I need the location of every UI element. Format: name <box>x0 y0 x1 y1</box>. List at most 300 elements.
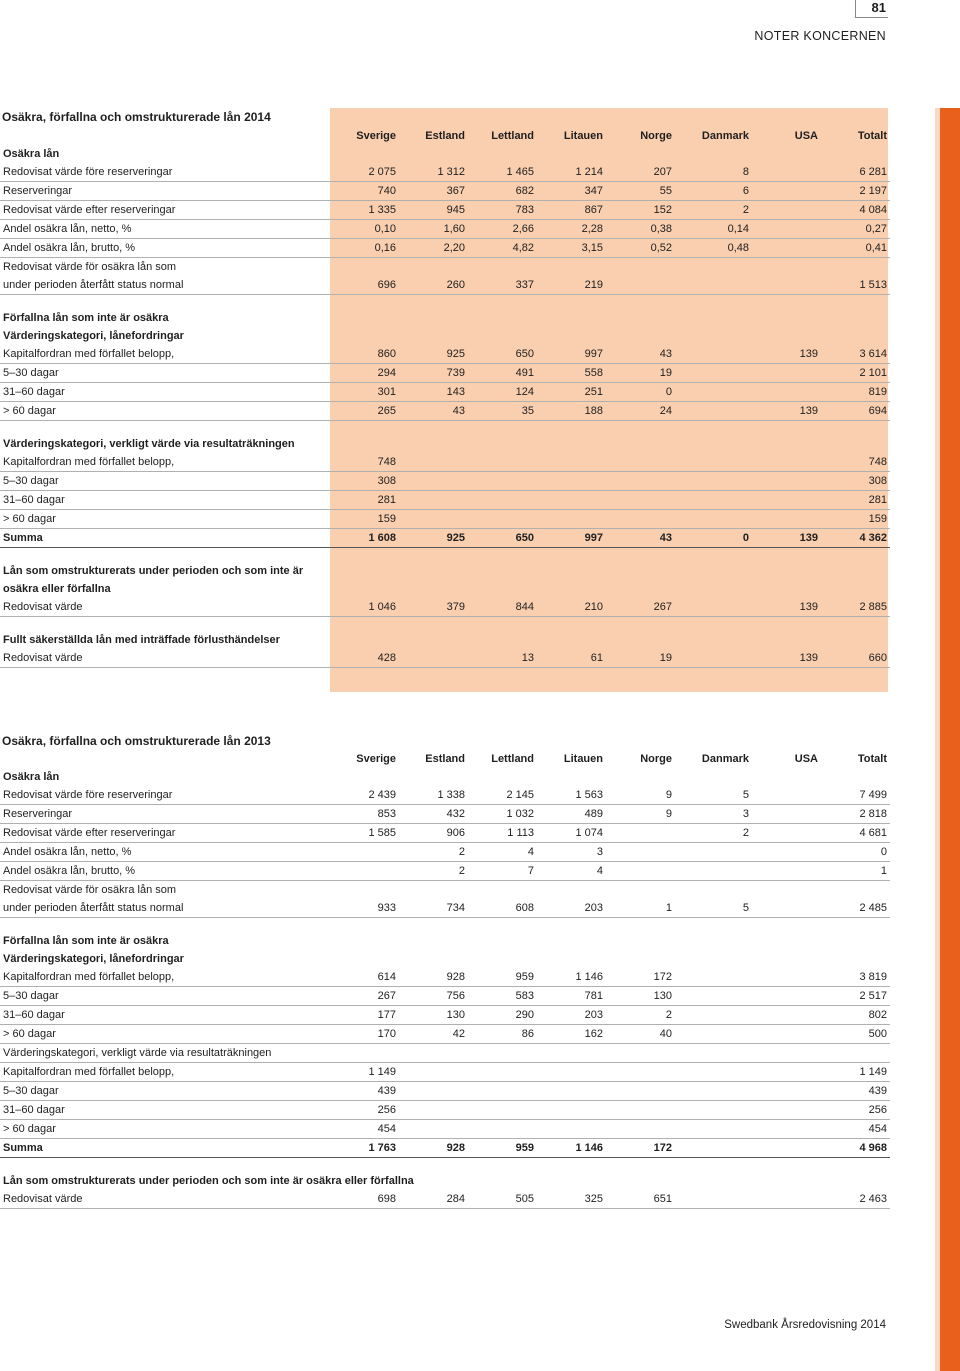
table-cell <box>752 617 821 632</box>
table-cell <box>399 472 468 491</box>
table-cell <box>537 950 606 968</box>
table-cell: 439 <box>330 1082 399 1101</box>
table-cell <box>399 1063 468 1082</box>
table-cell <box>752 182 821 201</box>
table-cell <box>675 987 752 1006</box>
table-cell <box>606 1082 675 1101</box>
table-cell: 748 <box>330 453 399 472</box>
table-cell: 439 <box>821 1082 890 1101</box>
column-header: Totalt <box>857 130 887 142</box>
table-cell <box>606 562 675 580</box>
table-cell <box>675 1172 752 1190</box>
table-cell: 19 <box>606 364 675 383</box>
table-row <box>0 824 890 843</box>
body-2014 <box>0 145 890 668</box>
table-cell <box>752 163 821 182</box>
table-cell <box>330 309 399 327</box>
row-label: Kapitalfordran med förfallet belopp, <box>0 345 330 364</box>
table-cell: 2 101 <box>821 364 890 383</box>
column-header: Norge <box>640 753 672 765</box>
row-label: Redovisat värde före reserveringar <box>0 786 330 805</box>
row-label: 31–60 dagar <box>0 383 330 402</box>
table-cell: 61 <box>537 649 606 668</box>
table-cell: 124 <box>468 383 537 402</box>
table-cell: 2,28 <box>537 220 606 239</box>
table-cell <box>468 327 537 345</box>
table-cell <box>752 1082 821 1101</box>
table-cell: 159 <box>330 510 399 529</box>
table-cell <box>468 510 537 529</box>
column-header: Lettland <box>491 130 534 142</box>
table-row <box>0 631 890 649</box>
table-cell <box>675 145 752 163</box>
table-cell <box>752 220 821 239</box>
table-cell: 1 149 <box>821 1063 890 1082</box>
table-cell: 19 <box>606 649 675 668</box>
table-cell: 42 <box>399 1025 468 1044</box>
table-cell <box>752 145 821 163</box>
table-cell <box>675 258 752 277</box>
table-cell: 2 463 <box>821 1190 890 1209</box>
table-row <box>0 768 890 786</box>
table-row <box>0 881 890 900</box>
table-cell: 783 <box>468 201 537 220</box>
section-label: NOTER KONCERNEN <box>754 29 886 43</box>
table-cell <box>675 1158 752 1173</box>
table-cell <box>752 562 821 580</box>
row-label: Redovisat värde för osäkra lån som <box>3 884 177 896</box>
table-cell: 5 <box>675 786 752 805</box>
table-cell <box>399 1158 468 1173</box>
table-cell <box>752 1190 821 1209</box>
table-cell: 337 <box>468 276 537 295</box>
row-label <box>0 918 330 933</box>
table-cell <box>821 932 890 950</box>
table-cell: 928 <box>399 1139 468 1158</box>
table-cell: 256 <box>821 1101 890 1120</box>
table-cell <box>468 580 537 598</box>
table-cell: 210 <box>537 598 606 617</box>
table-cell <box>821 918 890 933</box>
table-cell: 1 113 <box>468 824 537 843</box>
table-cell: 139 <box>752 345 821 364</box>
row-label: Osäkra lån <box>3 148 60 160</box>
table-cell <box>821 631 890 649</box>
row-label: Redovisat värde före reserveringar <box>0 163 330 182</box>
table-cell: 1 046 <box>330 598 399 617</box>
table-row <box>0 805 890 824</box>
header-row-2013 <box>0 750 890 768</box>
table-cell <box>537 768 606 786</box>
table-cell <box>752 1120 821 1139</box>
table-cell: 505 <box>468 1190 537 1209</box>
table-cell: 256 <box>330 1101 399 1120</box>
table-cell: 4 084 <box>821 201 890 220</box>
table-row <box>0 562 890 580</box>
table-cell: 1,60 <box>399 220 468 239</box>
table-cell: 781 <box>537 987 606 1006</box>
table-cell: 0,52 <box>606 239 675 258</box>
table-cell <box>330 580 399 598</box>
table-cell <box>675 491 752 510</box>
table-cell: 43 <box>606 529 675 548</box>
table-cell <box>752 383 821 402</box>
table-cell <box>537 918 606 933</box>
table-row <box>0 421 890 436</box>
table-cell <box>752 786 821 805</box>
table-cell <box>537 510 606 529</box>
row-label: 5–30 dagar <box>0 472 330 491</box>
table-cell <box>537 1082 606 1101</box>
table-cell <box>752 950 821 968</box>
table-cell <box>330 843 399 862</box>
table-cell <box>675 421 752 436</box>
table-cell <box>468 435 537 453</box>
table-cell <box>821 421 890 436</box>
table-cell <box>468 562 537 580</box>
table-row <box>0 1006 890 1025</box>
table-row <box>0 617 890 632</box>
table-cell: 650 <box>468 529 537 548</box>
table-cell <box>399 1120 468 1139</box>
table-cell: 1 146 <box>537 1139 606 1158</box>
table-cell: 428 <box>330 649 399 668</box>
table-cell <box>821 1044 890 1063</box>
table-row <box>0 529 890 548</box>
table-row <box>0 345 890 364</box>
table-cell <box>399 562 468 580</box>
table-cell: 251 <box>537 383 606 402</box>
table-cell: 9 <box>606 805 675 824</box>
table-cell <box>752 1006 821 1025</box>
table-cell <box>675 383 752 402</box>
table-cell <box>675 1101 752 1120</box>
row-label <box>0 421 330 436</box>
table-cell <box>606 1101 675 1120</box>
table-cell <box>675 881 752 900</box>
table-row <box>0 309 890 327</box>
row-label: Förfallna lån som inte är osäkra <box>3 935 169 947</box>
table-cell: 0,41 <box>821 239 890 258</box>
table-cell: 2 197 <box>821 182 890 201</box>
table-cell <box>399 631 468 649</box>
table-cell <box>675 950 752 968</box>
table-cell <box>752 862 821 881</box>
table-cell: 756 <box>399 987 468 1006</box>
table-cell <box>606 421 675 436</box>
row-label: Summa <box>0 529 330 548</box>
table-row <box>0 1044 890 1063</box>
column-header: Estland <box>425 130 465 142</box>
table-row <box>0 258 890 277</box>
table-cell <box>821 145 890 163</box>
table-cell <box>468 1101 537 1120</box>
table-row <box>0 1101 890 1120</box>
table-cell: 651 <box>606 1190 675 1209</box>
table-cell <box>330 435 399 453</box>
row-label: Redovisat värde <box>0 598 330 617</box>
table-cell <box>537 1063 606 1082</box>
table-cell: 454 <box>330 1120 399 1139</box>
table-cell: 2 145 <box>468 786 537 805</box>
table-cell <box>675 862 752 881</box>
table-cell <box>468 918 537 933</box>
table-cell: 139 <box>752 529 821 548</box>
table-cell <box>675 345 752 364</box>
table-cell: 3 819 <box>821 968 890 987</box>
table-cell <box>752 510 821 529</box>
row-label <box>0 548 330 563</box>
table-row <box>0 383 890 402</box>
table-cell: 660 <box>821 649 890 668</box>
body-2013 <box>0 768 890 1209</box>
table-cell: 2,20 <box>399 239 468 258</box>
table-cell: 4 362 <box>821 529 890 548</box>
row-label: Kapitalfordran med förfallet belopp, <box>0 453 330 472</box>
table-cell <box>399 453 468 472</box>
table-cell: 139 <box>752 402 821 421</box>
table-cell: 143 <box>399 383 468 402</box>
table-cell <box>330 768 399 786</box>
table-cell: 0,16 <box>330 239 399 258</box>
table-cell <box>752 201 821 220</box>
table-cell: 614 <box>330 968 399 987</box>
column-header: Norge <box>640 130 672 142</box>
table-cell <box>537 145 606 163</box>
column-header: Litauen <box>563 130 603 142</box>
table-cell <box>675 364 752 383</box>
table-cell: 945 <box>399 201 468 220</box>
table-cell: 4 <box>468 843 537 862</box>
table-cell <box>330 145 399 163</box>
table-cell <box>821 295 890 310</box>
table-cell <box>675 649 752 668</box>
table-cell <box>537 258 606 277</box>
table-cell <box>752 453 821 472</box>
page-number: 81 <box>871 0 886 15</box>
table-cell <box>399 435 468 453</box>
table-row <box>0 968 890 987</box>
table-cell <box>606 932 675 950</box>
table-cell <box>606 950 675 968</box>
table-cell <box>537 1158 606 1173</box>
table-cell: 325 <box>537 1190 606 1209</box>
column-header: Estland <box>425 753 465 765</box>
table-cell: 2 <box>675 824 752 843</box>
table-row <box>0 239 890 258</box>
table-cell <box>330 258 399 277</box>
table-cell <box>399 580 468 598</box>
table-row <box>0 1158 890 1173</box>
table-cell <box>675 598 752 617</box>
table-row <box>0 1190 890 1209</box>
table-cell <box>330 617 399 632</box>
table-cell <box>752 295 821 310</box>
table-cell <box>675 918 752 933</box>
table-cell: 489 <box>537 805 606 824</box>
table-cell <box>675 295 752 310</box>
table-cell: 997 <box>537 529 606 548</box>
table-row <box>0 598 890 617</box>
table-cell: 2 <box>675 201 752 220</box>
table-cell: 40 <box>606 1025 675 1044</box>
table-cell <box>752 987 821 1006</box>
table-cell: 3 <box>537 843 606 862</box>
table-cell <box>821 562 890 580</box>
table-cell: 1 149 <box>330 1063 399 1082</box>
table-cell <box>752 1044 821 1063</box>
table-row <box>0 402 890 421</box>
table-cell: 281 <box>821 491 890 510</box>
table-cell: 2 <box>606 1006 675 1025</box>
row-label: Förfallna lån som inte är osäkra <box>3 312 169 324</box>
table-cell: 4,82 <box>468 239 537 258</box>
row-label <box>0 617 330 632</box>
table-cell <box>752 548 821 563</box>
table-cell <box>468 932 537 950</box>
table-cell: 267 <box>330 987 399 1006</box>
table-cell: 4 <box>537 862 606 881</box>
table-cell: 308 <box>330 472 399 491</box>
table-cell: 5 <box>675 899 752 918</box>
table-cell <box>675 562 752 580</box>
table-cell: 290 <box>468 1006 537 1025</box>
table-cell <box>468 631 537 649</box>
column-header: Sverige <box>356 130 396 142</box>
table-cell <box>752 932 821 950</box>
table-cell <box>330 548 399 563</box>
table-cell: 139 <box>752 598 821 617</box>
table-cell <box>468 1120 537 1139</box>
table-cell <box>675 453 752 472</box>
table-cell: 1 465 <box>468 163 537 182</box>
table-cell <box>537 1044 606 1063</box>
table-cell: 203 <box>537 1006 606 1025</box>
table-row <box>0 987 890 1006</box>
table-cell: 682 <box>468 182 537 201</box>
table-cell: 454 <box>821 1120 890 1139</box>
table-row <box>0 364 890 383</box>
table-cell: 43 <box>399 402 468 421</box>
row-label: Lån som omstrukturerats under perioden och som inte är <box>3 565 304 577</box>
table-cell: 0,48 <box>675 239 752 258</box>
table-cell: 35 <box>468 402 537 421</box>
table-cell <box>330 862 399 881</box>
table-row <box>0 918 890 933</box>
table-cell <box>537 580 606 598</box>
table-cell: 925 <box>399 529 468 548</box>
table-cell <box>675 309 752 327</box>
table-cell: 933 <box>330 899 399 918</box>
table-cell <box>675 472 752 491</box>
table-cell: 0 <box>606 383 675 402</box>
table-row <box>0 276 890 295</box>
table-cell: 0 <box>675 529 752 548</box>
table-cell <box>752 1063 821 1082</box>
table-row <box>0 201 890 220</box>
table-cell <box>468 472 537 491</box>
table-cell: 694 <box>821 402 890 421</box>
column-header: Totalt <box>857 753 887 765</box>
table-cell <box>468 453 537 472</box>
table-row <box>0 1082 890 1101</box>
table-cell: 1 074 <box>537 824 606 843</box>
table-cell: 130 <box>606 987 675 1006</box>
table-cell <box>399 309 468 327</box>
table-cell: 177 <box>330 1006 399 1025</box>
table-cell: 8 <box>675 163 752 182</box>
table-cell <box>399 649 468 668</box>
table-row <box>0 453 890 472</box>
table-cell: 203 <box>537 899 606 918</box>
row-label: Värderingskategori, lånefordringar <box>3 953 184 965</box>
table-cell <box>330 932 399 950</box>
table-cell <box>537 435 606 453</box>
table-cell: 1 585 <box>330 824 399 843</box>
table-cell <box>821 580 890 598</box>
table-cell <box>330 327 399 345</box>
column-header-blank <box>0 127 330 145</box>
table-row <box>0 435 890 453</box>
table-cell: 558 <box>537 364 606 383</box>
row-label: Kapitalfordran med förfallet belopp, <box>0 968 330 987</box>
table-cell: 2 818 <box>821 805 890 824</box>
table-cell <box>675 1006 752 1025</box>
table-row <box>0 510 890 529</box>
table-cell: 0 <box>821 843 890 862</box>
table-row <box>0 899 890 918</box>
table-cell: 265 <box>330 402 399 421</box>
table-cell: 2 517 <box>821 987 890 1006</box>
table-cell: 906 <box>399 824 468 843</box>
table-cell <box>537 1172 606 1190</box>
table-row <box>0 1025 890 1044</box>
table-cell <box>468 145 537 163</box>
table-cell <box>821 617 890 632</box>
table-cell <box>606 617 675 632</box>
table-cell <box>675 510 752 529</box>
row-label: 31–60 dagar <box>0 1006 330 1025</box>
table-cell: 55 <box>606 182 675 201</box>
table-cell <box>752 472 821 491</box>
table-cell: 1 335 <box>330 201 399 220</box>
table-cell <box>468 295 537 310</box>
table-cell <box>468 617 537 632</box>
table-cell <box>606 295 675 310</box>
table-cell <box>821 258 890 277</box>
table-row <box>0 843 890 862</box>
table-cell <box>606 327 675 345</box>
table-cell: 294 <box>330 364 399 383</box>
table-cell <box>752 631 821 649</box>
table-cell: 284 <box>399 1190 468 1209</box>
table-cell: 1 763 <box>330 1139 399 1158</box>
row-label: Andel osäkra lån, netto, % <box>0 220 330 239</box>
table-cell <box>675 617 752 632</box>
table-cell <box>675 1063 752 1082</box>
table-row <box>0 649 890 668</box>
table-cell <box>821 309 890 327</box>
table-cell: 432 <box>399 805 468 824</box>
table-cell <box>675 843 752 862</box>
table-cell <box>468 309 537 327</box>
table-cell: 3 <box>675 805 752 824</box>
table-cell <box>468 548 537 563</box>
table-cell: 959 <box>468 968 537 987</box>
row-label: 5–30 dagar <box>0 364 330 383</box>
row-label: osäkra eller förfallna <box>3 583 111 595</box>
row-label: > 60 dagar <box>0 1025 330 1044</box>
